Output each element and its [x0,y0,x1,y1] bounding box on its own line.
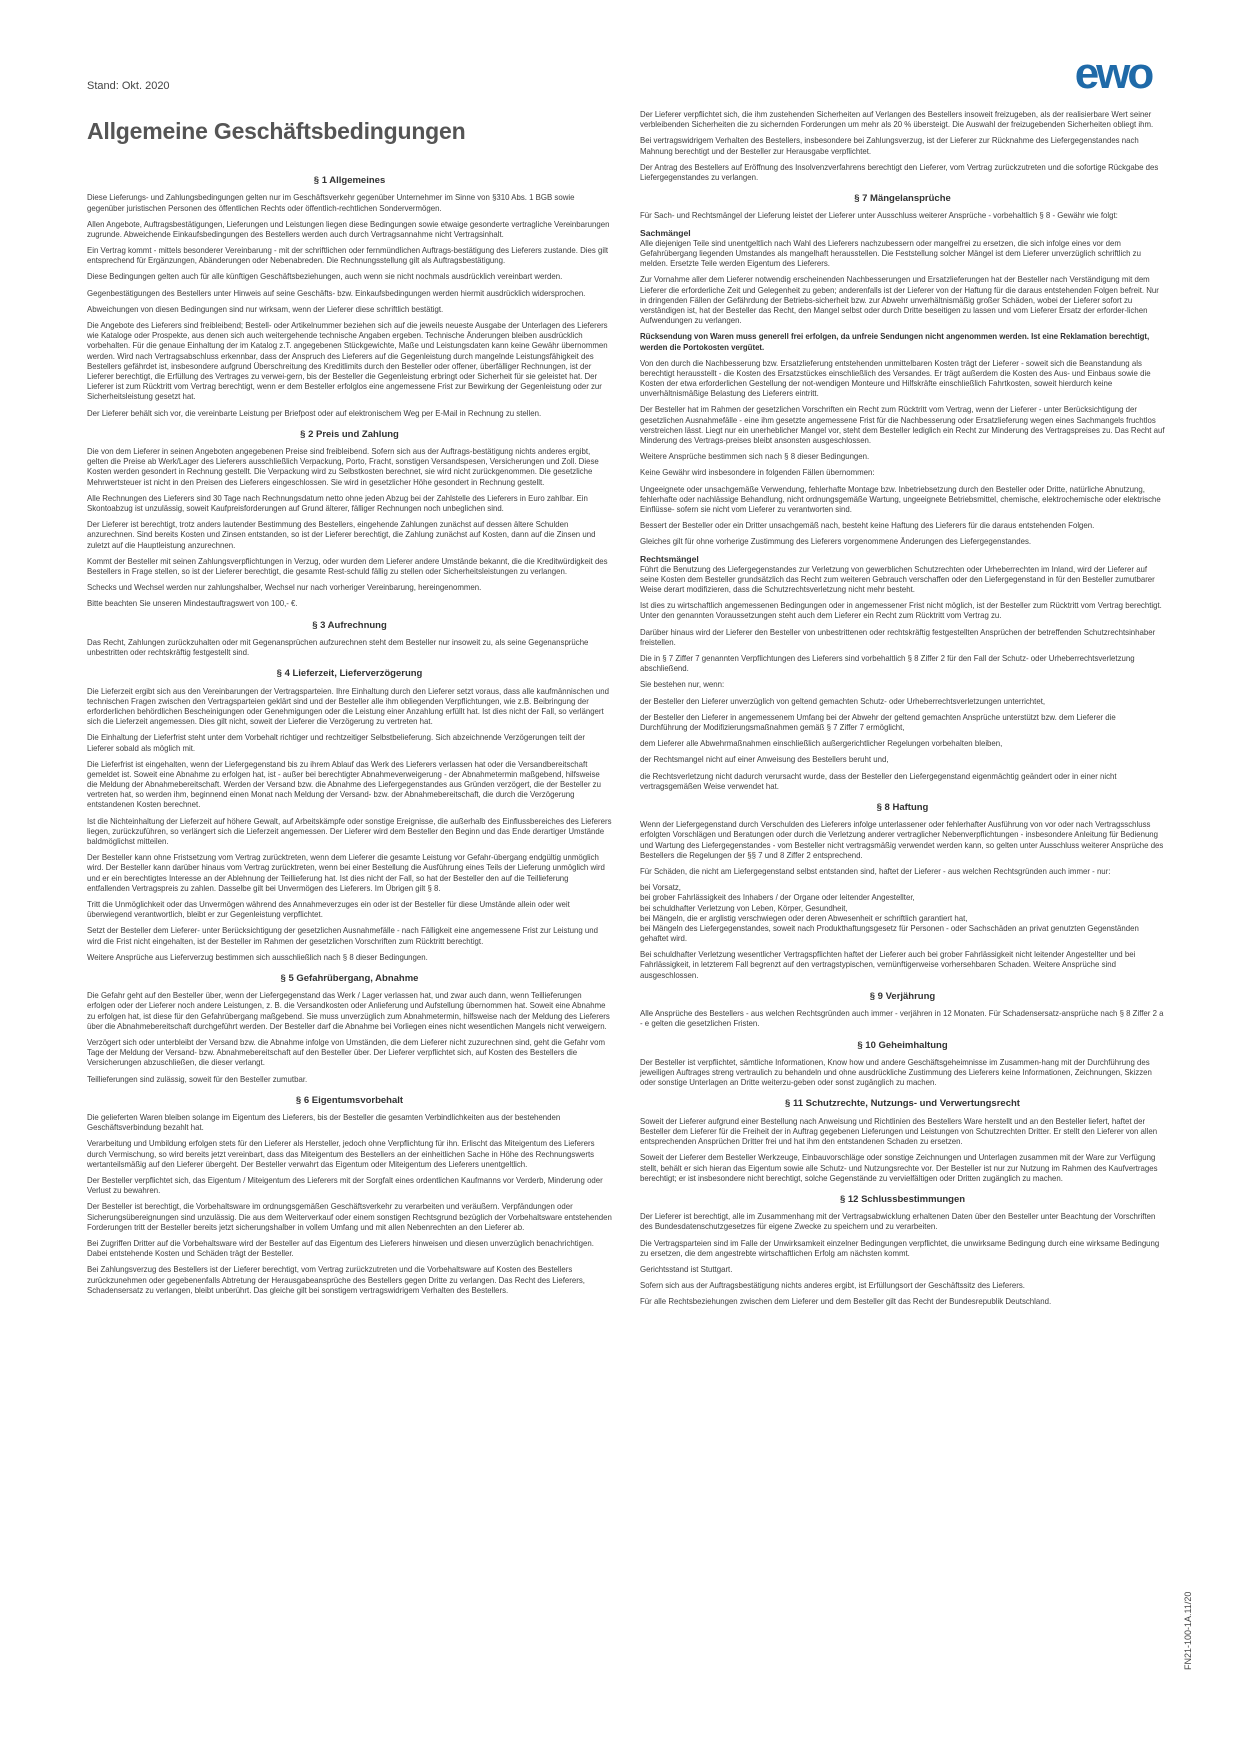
paragraph: Der Lieferer behält sich vor, die vereinbarte Leistung per Briefpost oder auf elektronischem Weg per E-Mail in Rechnung zu stellen. [87,408,542,418]
paragraph: Zur Vornahme aller dem Lieferer notwendig erscheinenden Nachbesserungen und Ersatzlieferungen hat der Besteller nach Verständigung mit dem Lieferer die erforderliche Zeit und Gelegenheit zu geben; anderenfalls ist der Lieferer von der Haftung für die daraus entstehenden Folgen befreit. Nur in dringenden Fällen der Gefährdung der Betriebs-sicherheit bzw. zur Abwehr unverhältnismäßig großer Schäden, wobei der Lieferer sofort zu verständigen ist, hat der Besteller das Recht, den Mangel selbst oder durch Dritte beseitigen zu lassen und vom Lieferer Ersatz der erforder-lichen Aufwendungen zu verlangen. [640,275,1159,326]
paragraph: Der Besteller kann ohne Fristsetzung vom Vertrag zurücktreten, wenn dem Lieferer die gesamte Leistung vor Gefahr-übergang endgültig unmöglich wird. Der Besteller kann darüber hinaus vom Vertrag zurücktreten, wenn bei einer Bestellung die Ausführung eines Teils der Lieferung unmöglich wird und er ein berechtigtes Interesse an der Ablehnung der Teillieferung hat. Ist dies nicht der Fall, so hat der Besteller den auf die Teillieferung entfallenden Vertragspreis zu zahlen. Dasselbe gilt bei Unvermögen des Lieferers. Im Übrigen gilt § 8. [87,853,605,893]
paragraph: Weitere Ansprüche aus Lieferverzug bestimmen sich ausschließlich nach § 8 dieser Bedingungen. [87,952,428,962]
paragraph: Der Lieferer ist berechtigt, trotz anders lautender Bestimmung des Bestellers, eingehende Zahlungen zunächst auf dessen ältere Schulden anzurechnen. Sind bereits Kosten und Zinsen entstanden, so ist der Lieferer berechtigt, die Zahlung zunächst auf Kosten, dann auf die Zinsen und zuletzt auf die Hauptleistung anzurechnen. [87,520,596,550]
paragraph: der Rechtsmangel nicht auf einer Anweisung des Bestellers beruht und, [640,755,889,765]
paragraph: Tritt die Unmöglichkeit oder das Unvermögen während des Annahmeverzuges ein oder ist der Besteller für diese Umstände allein oder weit überwiegend verantwortlich, bleibt er zur Gegenleistung verpflichtet. [87,899,570,920]
paragraph: Gleiches gilt für ohne vorherige Zustimmung des Lieferers vorgenommene Änderungen des Liefergegenstandes. [640,537,1032,547]
paragraph: Ist die Nichteinhaltung der Lieferzeit auf höhere Gewalt, auf Arbeitskämpfe oder sonstige Ereignisse, die außerhalb des Einflussbereiches des Lieferers liegen, zurückzuführen, so verlängert sich die Lieferzeit angemessen. Der Lieferer wird dem Besteller den Beginn und das Ende derartiger Umstände baldmöglichst mitteilen. [87,816,612,846]
section-heading: § 5 Gefahrübergang, Abnahme [280,972,419,984]
paragraph: Bitte beachten Sie unseren Mindestauftragswert von 100,- €. [87,599,298,609]
paragraph: Die Angebote des Lieferers sind freibleibend; Bestell- oder Artikelnummer beziehen sich auf die jeweils neueste Ausgabe der Unterlagen des Lieferers wie Kataloge oder Prospekte, aus denen sich auch weitergehende technische Angaben ergeben. Technische Änderungen bleiben ausdrücklich vorbehalten. Für die genaue Einhaltung der im Katalog z.T. angegebenen Stückgewichte, Maße und Leistungsdaten kann keine Gewähr übernommen werden. Wird nach Vertragsabschluss erkennbar, dass der Anspruch des Lieferers auf die Gegenleistung durch mangelnde Leistungsfähigkeit des Bestellers gefährdet ist, insbesondere aufgrund Überschreitung des Kreditlimits durch den Besteller oder offener, überfälliger Rechnungen, ist der Lieferer berechtigt, die Erfüllung des Vertrages zu verwei-gern, bis der Besteller die Gegenleistung erbringt oder Sicherheit für sie geleistet hat. Der Lieferer ist zum Rücktritt vom Vertrag berechtigt, wenn er dem Besteller erfolglos eine angemessene Frist zur Bewirkung der Gegenleistung oder zur Sicherheitsleistung gesetzt hat. [87,321,608,402]
paragraph: Ein Vertrag kommt - mittels besonderer Vereinbarung - mit der schriftlichen oder fernmündlichen Auftrags-bestätigung des Lieferers zustande. Dies gilt entsprechend für Ergänzungen, Abänderungen oder Nebenabreden. Die Rechnungsstellung gilt als Auftragsbestätigung. [87,246,608,266]
section-heading: § 1 Allgemeines [313,175,386,186]
paragraph: Abweichungen von diesen Bedingungen sind nur wirksam, wenn der Lieferer diese schriftlich bestätigt. [87,304,444,314]
paragraph: Die Einhaltung der Lieferfrist steht unter dem Vorbehalt richtiger und rechtzeitiger Selbstbelieferung. Sich abzeichnende Verzögerungen teilt der Lieferer sobald als möglich mit. [87,733,585,753]
paragraph: Sie bestehen nur, wenn: [640,680,725,690]
document-date: Stand: Okt. 2020 [87,80,170,92]
paragraph: Alle Ansprüche des Bestellers - aus welchen Rechtsgründen auch immer - verjähren in 12 Monaten. Für Schadensersatz-ansprüche nach § 8 Ziffer 2 a - e gelten die gesetzlichen Fristen. [640,1009,1164,1029]
left-column [87,165,612,1302]
paragraph: Kommt der Besteller mit seinen Zahlungsverpflichtungen in Verzug, oder wurden dem Lieferer andere Umstände bekannt, die die Kreditwürdigkeit des Bestellers in Frage stellen, so ist der Lieferer berechtigt, die gesamte Rest-schuld fällig zu stellen oder Sicherheitsleistungen zu verlangen. [87,556,608,576]
paragraph: Soweit der Lieferer aufgrund einer Bestellung nach Anweisung und Richtlinien des Bestellers Ware herstellt und an den Besteller liefert, haftet der Besteller dem Lieferer für die Freiheit der in Auftrag gegebenen Lieferungen und Leistungen von Schutzrechten Dritter. Er stellt den Lieferer von allen entsprechenden Ansprüchen Dritter frei und hat ihm den entstandenen Schaden zu ersetzen. [640,1116,1158,1147]
paragraph: Das Recht, Zahlungen zurückzuhalten oder mit Gegenansprüchen aufzurechnen steht dem Besteller nur insoweit zu, als seine Gegenansprüche unbestritten oder rechtskräftig festgestellt sind. [87,637,589,658]
paragraph: Die gelieferten Waren bleiben solange im Eigentum des Lieferers, bis der Besteller die gesamten Verbindlichkeiten aus der bestehenden Geschäftsverbindung bezahlt hat. [87,1113,561,1133]
document-title: Allgemeine Geschäftsbedingungen [87,118,466,144]
section-heading: § 6 Eigentumsvorbehalt [295,1094,404,1106]
paragraph: Führt die Benutzung des Liefergegenstandes zur Verletzung von gewerblichen Schutzrechten oder Urheberrechten im Inland, wird der Lieferer auf seine Kosten dem Besteller grundsätzlich das Recht zum weiteren Gebrauch verschaffen oder den Liefergegenstand in für den Besteller zumutbarer Weise derart modifizieren, dass die Schutzrechtsverletzung nicht mehr besteht. [640,564,1155,595]
paragraph: Bei Zugriffen Dritter auf die Vorbehaltsware wird der Besteller auf das Eigentum des Lieferers hinweisen und diesen unverzüglich benachrichtigen. Dabei entstehende Kosten und Schäden trägt der Besteller. [87,1238,594,1259]
paragraph: Soweit der Lieferer dem Besteller Werkzeuge, Einbauvorschläge oder sonstige Zeichnungen und Unterlagen zusammen mit der Ware zur Verfügung stellt, behält er sich hieran das Eigentum sowie alle Schutz- und Nutzungsrechte vor. Der Besteller ist nur zur Nutzung im Rahmen des Kaufvertrages berechtigt; er ist insbesondere nicht berechtigt, solche Gegenstände zu vervielfältigen oder Dritten zugänglich zu machen. [640,1153,1158,1183]
paragraph: Der Besteller ist berechtigt, die Vorbehaltsware im ordnungsgemäßen Geschäftsverkehr zu verarbeiten und veräußern. Verpfändungen oder Sicherungsübereignungen sind unzulässig. Die aus dem Weiterverkauf oder einem sonstigen Rechtsgrund bezüglich der Vorbehaltsware entstehenden Forderungen tritt der Besteller bereits jetzt sicherungshalber in vollem Umfang und mit allen Nebenrechten an den Lieferer ab. [87,1202,612,1232]
section-heading: § 11 Schutzrechte, Nutzungs- und Verwertungsrecht [785,1098,1020,1110]
bold-paragraph: Rücksendung von Waren muss generell frei erfolgen, da unfreie Sendungen nicht angenommen werden. Ist eine Reklamation berechtigt, werden die Portokosten vergütet. [640,332,1150,352]
paragraph: Alle diejenigen Teile sind unentgeltlich nach Wahl des Lieferers nachzubessern oder mangelfrei zu ersetzen, die sich infolge eines vor dem Gefahrübergang liegenden Umstandes als mangelhaft herausstellen. Die Feststellung solcher Mängel ist dem Lieferer unverzüglich schriftlich zu melden. Ersetzte Teile werden Eigentum des Lieferers. [640,238,1141,269]
paragraph: Bei vertragswidrigem Verhalten des Bestellers, insbesondere bei Zahlungsverzug, ist der Lieferer zur Rücknahme des Liefergegenstandes nach Mahnung berechtigt und der Besteller zur Herausgabe verpflichtet. [640,136,1139,156]
paragraph: Diese Lieferungs- und Zahlungsbedingungen gelten nur im Geschäftsverkehr gegenüber Unternehmer im Sinne von §310 Abs. 1 BGB sowie gegenüber juristischen Personen des öffentlichen Rechts oder öffentlich-rechtlichen Sondervermögen. [87,193,575,213]
paragraph: Schecks und Wechsel werden nur zahlungshalber, Wechsel nur nach vorheriger Vereinbarung, hereingenommen. [87,583,482,593]
paragraph: Der Besteller verpflichtet sich, das Eigentum / Miteigentum des Lieferers mit der Sorgfalt eines ordentlichen Kaufmanns vor Verderb, Minderung oder Verlust zu bewahren. [87,1176,603,1196]
paragraph: Ist dies zu wirtschaftlich angemessenen Bedingungen oder in angemessener Frist nicht möglich, ist der Besteller zum Rücktritt vom Vertrag berechtigt. Unter den genannten Voraussetzungen steht auch dem Lieferer ein Recht zum Rücktritt vom Vertrag zu. [640,601,1162,621]
section-heading: § 8 Haftung [876,801,929,813]
paragraph: Keine Gewähr wird insbesondere in folgenden Fällen übernommen: [640,468,875,478]
logo-text: ewo [1074,55,1152,93]
paragraph: Bei Zahlungsverzug des Bestellers ist der Lieferer berechtigt, vom Vertrag zurückzutreten und die Vorbehaltsware auf Kosten des Bestellers zurückzunehmen oder gegebenenfalls Abtretung der Herausgabeansprüche des Bestellers gegen Dritte zu verlangen. Das Recht des Lieferers, Schadensersatz zu verlangen, bleibt unberührt. Das gleiche gilt bei sonstigem vertragswidrigem Verhalten des Bestellers. [87,1265,585,1295]
section-heading: § 10 Geheimhaltung [857,1039,948,1051]
paragraph: Gegenbestätigungen des Bestellers unter Hinweis auf seine Geschäfts- bzw. Einkaufsbedingungen werden hiermit ausdrücklich widersprochen. [87,288,586,298]
paragraph: Für Sach- und Rechtsmängel der Lieferung leistet der Lieferer unter Ausschluss weiterer Ansprüche - vorbehaltlich § 8 - Gewähr wie folgt: [640,211,1118,221]
paragraph: Weitere Ansprüche bestimmen sich nach § 8 dieser Bedingungen. [640,452,870,462]
paragraph: Der Lieferer ist berechtigt, alle im Zusammenhang mit der Vertragsabwicklung erhaltenen Daten über den Besteller unter Beachtung der Vorschriften des Bundesdatenschutzgesetzes für eigene Zwecke zu speichern und zu verarbeiten. [640,1212,1156,1232]
paragraph: Von den durch die Nachbesserung bzw. Ersatzlieferung entstehenden unmittelbaren Kosten trägt der Lieferer - soweit sich die Beanstandung als berechtigt herausstellt - die Kosten des Ersatzstückes einschließlich des Versandes. Er trägt außerdem die Kosten des Aus- und Einbaus sowie die Kosten der etwa erforderlichen Gestellung der not-wendigen Monteure und Hilfskräfte einschließlich Fahrtkosten, soweit hierdurch keine unverhältnismäßige Belastung des Lieferers eintritt. [640,358,1151,399]
paragraph: Die Vertragsparteien sind im Falle der Unwirksamkeit einzelner Bedingungen verpflichtet, die unwirksame Bedingung durch eine wirksame Bedingung zu ersetzen, die dem angestrebte wirtschaftlichen Erfolg am nächsten kommt. [640,1238,1160,1258]
paragraph: dem Lieferer alle Abwehrmaßnahmen einschließlich außergerichtlicher Regelungen vorbehalten bleiben, [640,739,1003,749]
paragraph: der Besteller den Lieferer in angemessenem Umfang bei der Abwehr der geltend gemachten Ansprüche unterstützt bzw. dem Lieferer die Durchführung der Modifizierungsmaßnahmen gemäß § 7 Ziffer 7 ermöglicht, [640,712,1116,732]
paragraph: der Besteller den Lieferer unverzüglich von geltend gemachten Schutz- oder Urheberrechtsverletzungen unterrichtet, [640,696,1046,706]
paragraph: Verzögert sich oder unterbleibt der Versand bzw. die Abnahme infolge von Umständen, die dem Lieferer nicht zuzurechnen sind, geht die Gefahr vom Tage der Meldung der Versand- bzw. Abnahmebereitschaft auf den Besteller über. Der Lieferer verpflichtet sich, auf Kosten des Bestellers die Versicherungen abzuschließen, die dieser verlangt. [87,1037,605,1068]
paragraph: Wenn der Liefergegenstand durch Verschulden des Lieferers infolge unterlassener oder fehlerhafter Ausführung von vor oder nach Vertragsschluss erfolgten Vorschlägen und Beratungen oder durch die Verletzung anderer vertraglicher Nebenverpflichtungen - insbesondere Anleitung für Bedienung und Wartung des Liefergegenstandes - vom Besteller nicht vertragsmäßig verwendet werden kann, so gelten unter Ausschluss weiterer Ansprüche des Bestellers die Regelungen der §§ 7 und 8 Ziffer 2 entsprechend. [640,820,1164,860]
paragraph: Alle Rechnungen des Lieferers sind 30 Tage nach Rechnungsdatum netto ohne jeden Abzug bei der Zahlstelle des Lieferers in Euro zahlbar. Ein Skontoabzug ist unzulässig, soweit Kaufpreisforderungen auf Grund älterer, fälliger Rechnungen noch unbeglichen sind. [87,493,588,513]
paragraph: Für Schäden, die nicht am Liefergegenstand selbst entstanden sind, haftet der Lieferer - aus welchen Rechtsgründen auch immer - nur: [640,866,1111,876]
subsection-heading: Sachmängel [640,227,691,238]
section-heading: § 12 Schlussbestimmungen [839,1193,966,1205]
section-heading: § 3 Aufrechnung [312,619,387,631]
paragraph: die Rechtsverletzung nicht dadurch verursacht wurde, dass der Besteller den Liefergegenstand eigenmächtig geändert oder in einer nicht vertragsgemäßen Weise verwendet hat. [640,771,1117,791]
paragraph: Die Gefahr geht auf den Besteller über, wenn der Liefergegenstand das Werk / Lager verlassen hat, und zwar auch dann, wenn Teillieferungen erfolgen oder der Lieferer noch andere Leistungen, z. B. die Versandkosten oder Anlieferung und Aufstellung übernommen hat. Soweit eine Abnahme zu erfolgen hat, ist diese für den Gefahrübergang maßgebend. Sie muss unverzüglich zum Abnahmetermin, hilfsweise nach der Meldung des Lieferers über die Abnahmebereitschaft durchgeführt werden. Der Besteller darf die Abnahme bei Vorliegen eines nicht wesentlichen Mangels nicht verweigern. [87,991,610,1031]
paragraph: Verarbeitung und Umbildung erfolgen stets für den Lieferer als Hersteller, jedoch ohne Verpflichtung für ihn. Erlischt das Miteigentum des Lieferers durch Vermischung, so wird bereits jetzt vereinbart, dass das Miteigentum des Bestellers an der einheitlichen Sache in Höhe des Rechnungswerts wertanteilsmäßig auf den Lieferer übergeht. Der Besteller verwahrt das Eigentum oder Miteigentum des Lieferers unentgeltlich. [87,1139,595,1169]
paragraph: Der Lieferer verpflichtet sich, die ihm zustehenden Sicherheiten auf Verlangen des Bestellers insoweit freizugeben, als der realisierbare Wert seiner verbleibenden Sicherheiten die zu sichernden Forderungen um mehr als 20 % übersteigt. Die Auswahl der freizugebenden Sicherheiten obliegt ihm. [640,110,1154,130]
section-heading: § 9 Verjährung [869,990,936,1002]
section-heading: § 4 Lieferzeit, Lieferverzögerung [276,668,423,680]
right-column [640,110,1165,1314]
paragraph: Die von dem Lieferer in seinen Angeboten angegebenen Preise sind freibleibend. Sofern sich aus der Auftrags-bestätigung nichts anderes ergibt, gelten die Preise ab Werk/Lager des Lieferers ausschließlich Verpackung, Porto, Fracht, sonstigen Versandspesen, Versicherungen und Zoll. Diese Kosten werden gesondert in Rechnung gestellt. Die Verpackung wird zu Selbstkosten berechnet, sie wird nicht zurückgenommen. Die gesetzliche Mehrwertsteuer ist nicht in den Preisen des Lieferers eingeschlossen. Sie wird in gesetzlicher Höhe gesondert in Rechnung gestellt. [87,447,599,487]
paragraph: bei Vorsatz, bei grober Fahrlässigkeit des Inhabers / der Organe oder leitender Angestellter, bei schuldhafter Verletzung von Leben, Körper, Gesundheit, bei Mängeln, die er arglistig verschwiegen oder deren Abwesenheit er schriftlich garantiert hat, bei Mängeln des Liefergegenstandes, soweit nach Produkthaftungsgesetz für Personen - oder Sachschäden an privat genutzten Gegenständen gehaftet wird. [640,883,1139,944]
paragraph: Die Lieferfrist ist eingehalten, wenn der Liefergegenstand bis zu ihrem Ablauf das Werk des Lieferers verlassen hat oder die Versandbereitschaft gemeldet ist. Soweit eine Abnahme zu erfolgen hat, ist - außer bei berechtigter Abnahmeverweigerung - der Abnahmetermin maßgebend, hilfsweise die Meldung der Abnahmebereitschaft. Werden der Versand bzw. die Abnahme des Liefergegenstandes aus Gründen verzögert, die der Besteller zu vertreten hat, so werden ihm, beginnend einen Monat nach Meldung der Versand- bzw. der Abnahmebereitschaft, die durch die Verzögerung entstandenen Kosten berechnet. [87,759,601,810]
paragraph: Bei schuldhafter Verletzung wesentlicher Vertragspflichten haftet der Lieferer auch bei grober Fahrlässigkeit nicht leitender Angestellter und bei Fahrlässigkeit, in letzterem Fall begrenzt auf den vertragstypischen, vernünftigerweise vorhersehbaren Schaden. Weitere Ansprüche sind ausgeschlossen. [640,950,1136,980]
paragraph: Allen Angebote, Auftragsbestätigungen, Lieferungen und Leistungen liegen diese Bedingungen sowie etwaige gesonderte vertragliche Vereinbarungen zugrunde. Abweichende Einkaufsbedingungen des Bestellers werden auch durch Vertragsannahme nicht Vertragsinhalt. [87,219,610,239]
section-heading: § 2 Preis und Zahlung [300,428,399,440]
paragraph: Teillieferungen sind zulässig, soweit für den Besteller zumutbar. [87,1074,308,1084]
document-code: FN21-100-1A.11/20 [1183,1591,1193,1670]
paragraph: Der Besteller ist verpflichtet, sämtliche Informationen, Know how und andere Geschäftsgeheimnisse im Zusammen-hang mit der Durchführung des jeweiligen Auftrages streng vertraulich zu behandeln und ohne ausdrückliche Zustimmung des Lieferers keine Informationen, Zeichnungen, Skizzen oder sonstige Unterlagen an Dritte weiterzu-geben oder sonst zugänglich zu machen. [640,1057,1152,1088]
paragraph: Der Antrag des Bestellers auf Eröffnung des Insolvenzverfahrens berechtigt den Lieferer, vom Vertrag zurückzutreten und die sofortige Rückgabe des Liefergegenstandes zu verlangen. [640,162,1159,182]
paragraph: Gerichtsstand ist Stuttgart. [640,1265,733,1275]
paragraph: Für alle Rechtsbeziehungen zwischen dem Lieferer und dem Besteller gilt das Recht der Bundesrepublik Deutschland. [640,1297,1052,1307]
paragraph: Die Lieferzeit ergibt sich aus den Vereinbarungen der Vertragsparteien. Ihre Einhaltung durch den Lieferer setzt voraus, dass alle kaufmännischen und technischen Fragen zwischen den Vertragsparteien geklärt sind und der Besteller alle ihm obliegenden Verpflichtungen, wie z.B. Beibringung der erforderlichen behördlichen Bescheinigungen oder Genehmigungen oder die Leistung einer Anzahlung erfüllt hat. Ist dies nicht der Fall, so verlängert sich die Lieferzeit angemessen. Dies gilt nicht, soweit der Lieferer die Verzögerung zu vertreten hat. [87,686,609,727]
ewo-logo [1052,55,1174,93]
section-heading: § 7 Mängelansprüche [854,193,951,205]
paragraph: Diese Bedingungen gelten auch für alle künftigen Geschäftsbeziehungen, auch wenn sie nicht nochmals ausdrücklich vereinbart werden. [87,272,563,282]
paragraph: Sofern sich aus der Auftragsbestätigung nichts anderes ergibt, ist Erfüllungsort der Geschäftssitz des Lieferers. [640,1281,1025,1291]
paragraph: Die in § 7 Ziffer 7 genannten Verpflichtungen des Lieferers sind vorbehaltlich § 8 Ziffer 2 für den Fall der Schutz- oder Urheberrechtsverletzung abschließend. [640,654,1135,674]
paragraph: Setzt der Besteller dem Lieferer- unter Berücksichtigung der gesetzlichen Ausnahmefälle - nach Fälligkeit eine angemessene Frist zur Leistung und wird die Frist nicht eingehalten, ist der Besteller im Rahmen der gesetzlichen Vorschriften zum Rücktritt berechtigt. [87,926,598,946]
paragraph: Darüber hinaus wird der Lieferer den Besteller von unbestrittenen oder rechtskräftig festgestellten Ansprüchen der betreffenden Schutzrechtsinhaber freistellen. [640,627,1156,647]
subsection-heading: Rechtsmängel [640,553,699,564]
paragraph: Der Besteller hat im Rahmen der gesetzlichen Vorschriften ein Recht zum Rücktritt vom Vertrag, wenn der Lieferer - unter Berücksichtigung der gesetzlichen Ausnahmefälle - eine ihm gesetzte angemessene Frist für die Nachbesserung oder Ersatzlieferung wegen eines Sachmangels fruchtlos verstreichen lässt. Liegt nur ein unerheblicher Mangel vor, steht dem Besteller lediglich ein Recht zur Minderung des Vertragspreises zu. Das Recht auf Minderung des Vertrags-preises bleibt ansonsten ausgeschlossen. [640,405,1165,446]
paragraph: Bessert der Besteller oder ein Dritter unsachgemäß nach, besteht keine Haftung des Lieferers für die daraus entstehenden Folgen. [640,521,1095,531]
paragraph: Ungeeignete oder unsachgemäße Verwendung, fehlerhafte Montage bzw. Inbetriebsetzung durch den Besteller oder Dritte, natürliche Abnutzung, fehlerhafte oder nachlässige Behandlung, nicht ordnungsgemäße Wartung, ungeeignete Betriebsmittel, chemische, elektrochemische oder elektrische Einflüsse- sofern sie nicht vom Lieferer zu verantworten sind. [640,484,1161,514]
